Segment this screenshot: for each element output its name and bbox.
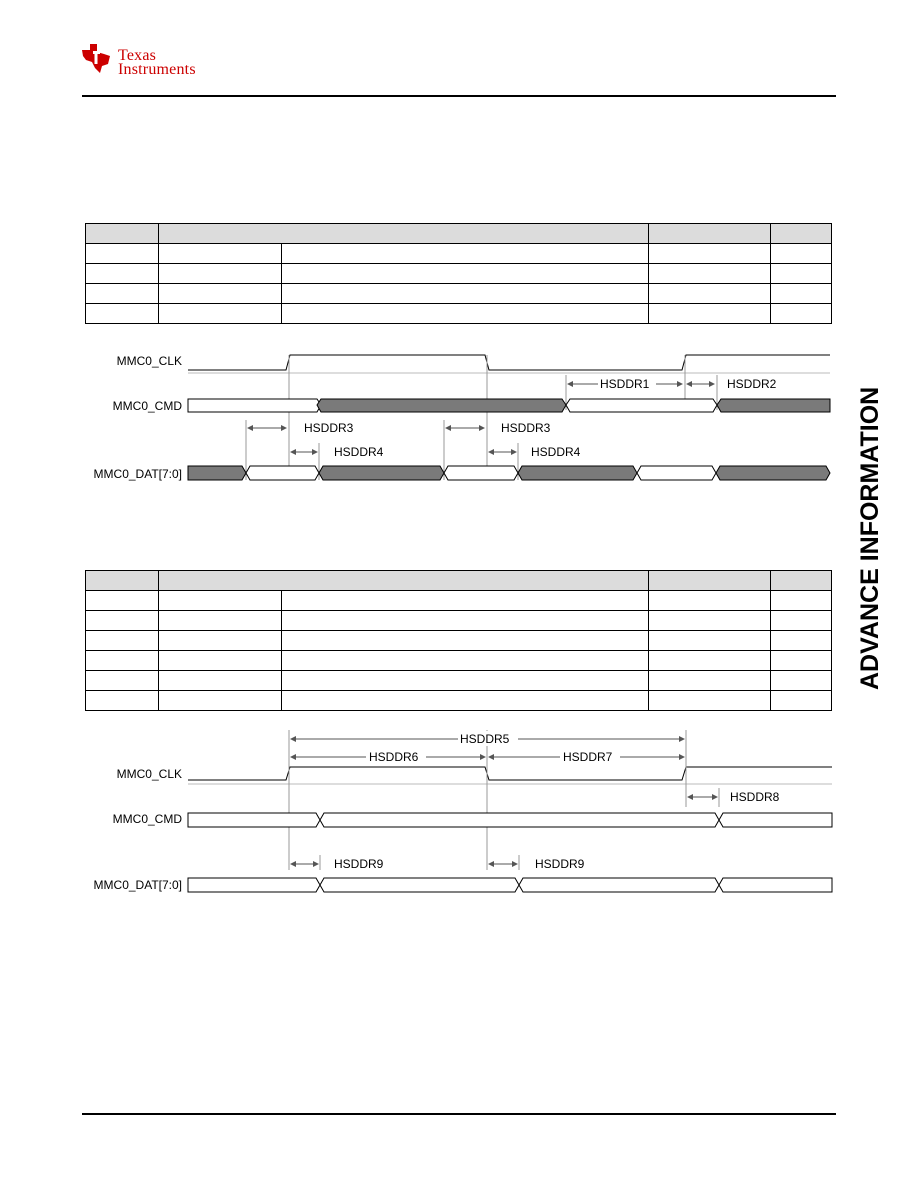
table-row [86, 264, 832, 284]
table-row [86, 671, 832, 691]
table-row [86, 244, 832, 264]
timing-label-hsddr1: HSDDR1 [600, 377, 650, 391]
timing-label-hsddr3-b: HSDDR3 [501, 421, 551, 435]
table-row [86, 651, 832, 671]
table-row [86, 611, 832, 631]
advance-information-banner: ADVANCE INFORMATION [856, 386, 884, 690]
timing-diagram-2 [80, 725, 840, 900]
timing-label-hsddr4-b: HSDDR4 [531, 445, 581, 459]
timing-label-hsddr2: HSDDR2 [727, 377, 777, 391]
timing-label-hsddr4: HSDDR4 [334, 445, 384, 459]
signal-label-cmd: MMC0_CMD [112, 812, 182, 826]
brand-line-2: Instruments [118, 61, 196, 78]
timing-label-hsddr5: HSDDR5 [460, 732, 510, 746]
timing-label-hsddr6: HSDDR6 [369, 750, 419, 764]
timing-label-hsddr8: HSDDR8 [730, 790, 780, 804]
timing-label-hsddr9: HSDDR9 [334, 857, 384, 871]
timing-label-hsddr3: HSDDR3 [304, 421, 354, 435]
signal-label-dat: MMC0_DAT[7:0] [93, 467, 182, 481]
signal-label-dat: MMC0_DAT[7:0] [93, 878, 182, 892]
table-row [86, 691, 832, 711]
table-row [86, 284, 832, 304]
table-row [86, 304, 832, 324]
timing-label-hsddr9-b: HSDDR9 [535, 857, 585, 871]
timing-diagram-1 [80, 335, 840, 495]
texas-state-icon [80, 42, 116, 76]
ti-logo [80, 42, 240, 82]
signal-label-cmd: MMC0_CMD [112, 399, 182, 413]
table-row [86, 631, 832, 651]
table-header-row [86, 224, 832, 244]
table-row [86, 591, 832, 611]
timing-table-2 [85, 570, 832, 711]
footer-rule [82, 1113, 836, 1115]
header-rule [82, 95, 836, 97]
signal-label-clk: MMC0_CLK [116, 767, 182, 781]
timing-label-hsddr7: HSDDR7 [563, 750, 613, 764]
signal-label-clk: MMC0_CLK [116, 354, 182, 368]
timing-table-1 [85, 223, 832, 324]
brand-line-1: Texas [118, 47, 157, 64]
table-header-row [86, 571, 832, 591]
